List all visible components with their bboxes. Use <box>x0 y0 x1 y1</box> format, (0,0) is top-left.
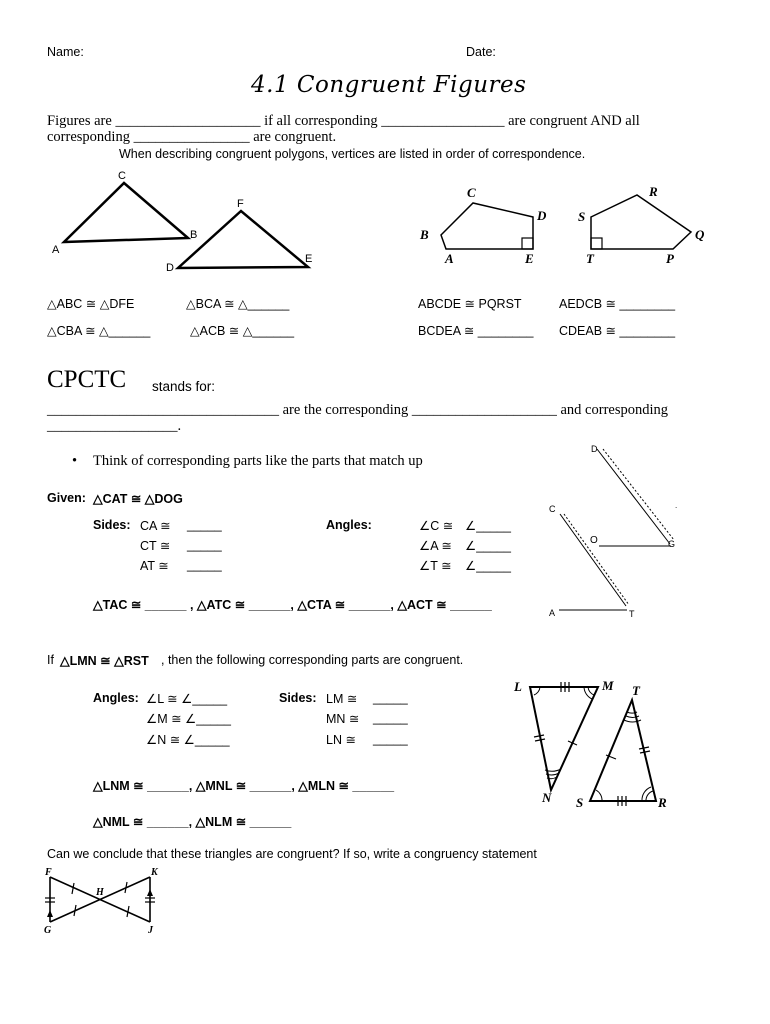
label-s: S <box>578 209 586 224</box>
side-ca: CA ≅ <box>140 519 171 533</box>
label-j4: J <box>148 925 153 936</box>
label-q: Q <box>695 227 705 242</box>
sides-label: Sides: <box>93 518 131 532</box>
arc-t <box>627 712 637 713</box>
side-at: AT ≅ <box>140 559 169 573</box>
label-aa: A <box>549 608 556 618</box>
given-statement: △CAT ≅ △DOG <box>93 492 183 506</box>
date-label: Date: <box>466 45 496 59</box>
given-label: Given: <box>47 491 86 505</box>
intro-line-2: corresponding ________________ are congruent. <box>47 129 337 145</box>
side-lm: LM ≅ <box>326 692 358 706</box>
triangle-abc <box>64 183 188 242</box>
statement-acb: △ACB ≅ △______ <box>190 324 295 338</box>
bowtie-figure <box>40 865 170 935</box>
cpctc-line-2: __________________. <box>47 418 182 434</box>
pentagons-figure <box>415 183 715 273</box>
angle-c: ∠C ≅ <box>419 519 454 533</box>
segment-dg <box>603 449 674 540</box>
lmn-intro-if: If <box>47 653 54 667</box>
angle-l: ∠L ≅ ∠_____ <box>146 692 228 706</box>
arc-t3 <box>624 720 641 722</box>
arc-l <box>534 687 540 695</box>
cat-dog-figure <box>545 440 695 620</box>
lmn-angles-label: Angles: <box>93 691 139 705</box>
intro-line-1: Figures are ____________________ if all corresponding _________________ are congruent AND all <box>47 113 640 129</box>
label-t3: T <box>632 683 640 698</box>
label-d: D <box>166 262 174 274</box>
side-mn-blank: _____ <box>373 711 408 725</box>
triangles-abc-dfe-figure <box>40 170 330 280</box>
angle-m: ∠M ≅ ∠_____ <box>146 712 232 726</box>
side-ct: CT ≅ <box>140 539 171 553</box>
lmn-names-row-1: △LNM ≅ ______, △MNL ≅ ______, △MLN ≅ ______ <box>93 779 395 793</box>
angle-t: ∠T ≅ <box>419 559 452 573</box>
triangle-lmn <box>530 687 598 790</box>
label-r: R <box>649 184 658 199</box>
label-g: G <box>668 539 676 549</box>
statement-bcdea: BCDEA ≅ ________ <box>418 324 534 338</box>
label-s3: S <box>576 795 584 810</box>
label-a2: A <box>445 251 454 266</box>
segment-ct <box>560 514 626 606</box>
statement-cba: △CBA ≅ △______ <box>47 324 151 338</box>
angle-a-blank: ∠_____ <box>465 539 511 553</box>
label-cc: C <box>549 504 556 514</box>
label-e2: E <box>525 251 534 266</box>
label-tt: T <box>629 609 635 619</box>
lmn-names-row-2: △NML ≅ ______, △NLM ≅ ______ <box>93 815 292 829</box>
arc-t2 <box>626 716 639 717</box>
side-ct-blank: _____ <box>187 538 222 552</box>
label-dd: D <box>591 444 598 454</box>
label-p: P <box>666 251 674 266</box>
side-ln-blank: _____ <box>373 732 408 746</box>
segment-do <box>597 449 670 544</box>
lmn-intro-rest: , then the following corresponding parts are congruent. <box>161 653 464 667</box>
label-b: B <box>190 229 198 241</box>
label-a: A <box>52 244 60 256</box>
statement-abcde-pqrst: ABCDE ≅ PQRST <box>418 297 522 311</box>
label-o: O <box>590 535 598 546</box>
label-d2: D <box>537 208 547 223</box>
dot-mark: . <box>675 501 678 510</box>
segment-ct-shadow <box>564 514 629 605</box>
side-mn: MN ≅ <box>326 712 360 726</box>
label-b2: B <box>420 227 429 242</box>
label-k4: K <box>151 867 158 878</box>
triangle-rst <box>590 700 656 801</box>
right-angle-mark-e <box>522 238 533 249</box>
cpctc-bullet: Think of corresponding parts like the parts that match up <box>93 453 423 469</box>
label-e: E <box>305 253 313 265</box>
side-at-blank: _____ <box>187 558 222 572</box>
statement-bca: △BCA ≅ △______ <box>186 297 290 311</box>
label-c: C <box>118 170 126 182</box>
label-c2: C <box>467 185 476 200</box>
bullet-dot: • <box>72 453 78 469</box>
arc-m <box>588 687 594 695</box>
label-l: L <box>514 679 522 694</box>
side-ca-blank: _____ <box>187 518 222 532</box>
cpctc-stands-for: stands for: <box>152 379 216 394</box>
angle-a: ∠A ≅ <box>419 539 452 553</box>
label-m: M <box>602 678 614 693</box>
label-n: N <box>542 790 552 805</box>
arrow-g <box>47 910 53 917</box>
arc-r <box>646 791 653 801</box>
angles-label: Angles: <box>326 518 372 532</box>
angle-t-blank: ∠_____ <box>465 559 511 573</box>
pentagon-pqrst <box>591 195 691 249</box>
cpctc-heading: CPCTC <box>47 366 127 393</box>
lmn-rst-figure <box>510 675 690 815</box>
label-t: T <box>586 251 594 266</box>
cpctc-line-1: ________________________________ are the corresponding ____________________ and corresponding <box>47 402 669 418</box>
angle-c-blank: ∠_____ <box>465 519 511 533</box>
page-title: 4.1 Congruent Figures <box>251 72 527 98</box>
label-f4: F <box>45 867 52 878</box>
angle-n: ∠N ≅ ∠_____ <box>146 733 230 747</box>
cat-triangle-names: △TAC ≅ ______ , △ATC ≅ ______, △CTA ≅ ______, △ACT ≅ ______ <box>93 598 492 612</box>
lmn-sides-label: Sides: <box>279 691 317 705</box>
side-lm-blank: _____ <box>373 691 408 705</box>
statement-cdeab: CDEAB ≅ ________ <box>559 324 676 338</box>
statement-abc-dfe: △ABC ≅ △DFE <box>47 297 135 311</box>
name-label: Name: <box>47 45 84 59</box>
lmn-intro-statement: △LMN ≅ △RST <box>60 654 149 668</box>
intro-note: When describing congruent polygons, vertices are listed in order of correspondence. <box>119 147 586 161</box>
label-h4: H <box>96 887 104 898</box>
question-text: Can we conclude that these triangles are congruent? If so, write a congruency statement <box>47 847 537 861</box>
side-ln: LN ≅ <box>326 733 356 747</box>
label-f: F <box>237 198 244 210</box>
right-angle-mark-t <box>591 238 602 249</box>
label-g4: G <box>44 925 52 936</box>
triangle-dfe <box>178 211 308 268</box>
label-r3: R <box>658 795 667 810</box>
arc-s <box>596 790 602 801</box>
arrow-k <box>147 889 153 896</box>
statement-aedcb: AEDCB ≅ ________ <box>559 297 676 311</box>
pentagon-abcde <box>441 203 533 249</box>
